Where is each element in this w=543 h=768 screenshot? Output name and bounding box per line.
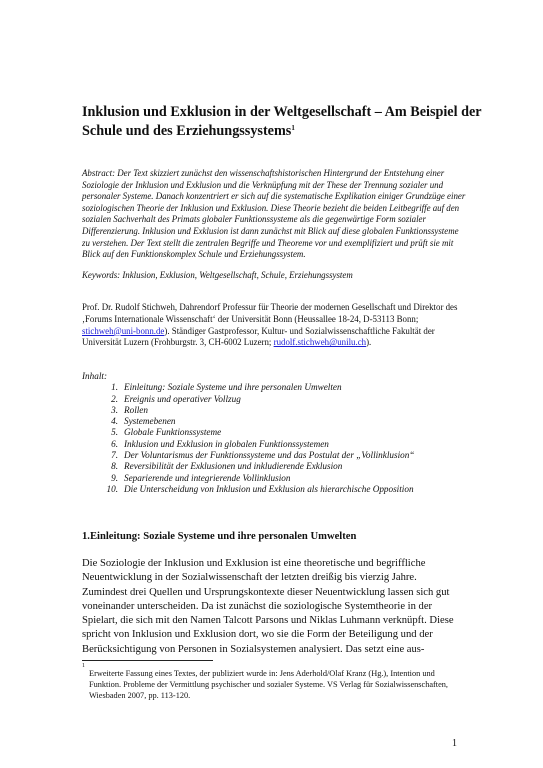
toc-item bbox=[100, 427, 482, 438]
toc-item bbox=[100, 461, 482, 472]
toc-item-number: 9. bbox=[111, 472, 118, 483]
toc-item-number: 6. bbox=[111, 438, 118, 449]
toc-item-number: 4. bbox=[111, 416, 118, 427]
toc-item-text: Inklusion und Exklusion in globalen Funktionssystemen bbox=[124, 438, 329, 449]
toc-item-text: Die Unterscheidung von Inklusion und Exklusion als hierarchische Opposition bbox=[124, 483, 414, 494]
toc-item bbox=[100, 394, 482, 405]
toc-item-text: Separierende und integrierende Vollinklusion bbox=[124, 472, 291, 483]
toc-item-number: 3. bbox=[111, 404, 118, 415]
toc-item-text: Einleitung: Soziale Systeme und ihre personalen Umwelten bbox=[124, 382, 342, 393]
toc-item-number: 5. bbox=[111, 427, 118, 438]
abstract-text: Abstract: Der Text skizziert zunächst den wissenschaftshistorischen Hintergrund der Entstehung einer Soziologie der Inklusion und Exklusion und die Verknüpfung mit der These der Trennung sozialer und personaler Systeme. Danach konzentriert er sich auf die systematische Explikation einiger Grundzüge einer soziologischen Theorie der Inklusion und Exklusion. Diese Theorie bezieht die beiden Leitbegriffe auf den sozialen Sachverhalt des Primats globaler Funktionssysteme als die gegenwärtige Form sozialer Differenzierung. Inklusion und Exklusion ist dann zunächst mit Blick auf diese globalen Funktionssysteme zu verstehen. Der Text stellt die zentralen Begriffe und Theoreme vor und exemplifiziert und prüft sie mit Blick auf den Funktionskomplex Schule und Erziehungssystem. bbox=[82, 168, 466, 260]
footnote-divider bbox=[82, 660, 213, 661]
toc-item-number: 8. bbox=[111, 461, 118, 472]
author-text-3: ). bbox=[366, 337, 372, 348]
toc-item bbox=[100, 484, 482, 495]
toc-item bbox=[100, 450, 482, 461]
title-footnote-mark: 1 bbox=[291, 124, 295, 132]
toc-item-text: Globale Funktionssysteme bbox=[124, 427, 222, 438]
toc-item bbox=[100, 439, 482, 450]
toc-item-text: Reversibilität der Exklusionen und inkludierende Exklusion bbox=[124, 461, 343, 472]
author-info bbox=[82, 302, 472, 349]
toc-item-number: 1. bbox=[111, 382, 118, 393]
toc-item-text: Systemebenen bbox=[124, 416, 176, 427]
author-text-2: ). Ständiger Gastprofessor, Kultur- und Sozialwissenschaftliche Fakultät der Universität Luzern (Frohburgstr. 3, CH-6002 Luzern; bbox=[82, 325, 435, 348]
toc-item-text: Der Voluntarismus der Funktionssysteme und das Postulat der „Vollinklusion“ bbox=[124, 450, 415, 461]
toc-item bbox=[100, 473, 482, 484]
footnote-text: Erweiterte Fassung eines Textes, der publiziert wurde in: Jens Aderhold/Olaf Kranz (Hg.), Intention und Funktion. Probleme der Vermittlung psychischer und sozialer Systeme. VS Verlag für Sozialwissenschaften, Wiesbaden 2007, pp. 113-120. bbox=[89, 669, 449, 700]
email-link-bonn[interactable]: stichweh@uni-bonn.de bbox=[82, 325, 165, 336]
toc-list bbox=[82, 382, 482, 495]
abstract-block bbox=[82, 168, 466, 281]
footnote bbox=[82, 663, 464, 701]
toc-item-number: 10. bbox=[106, 483, 118, 494]
page-number: 1 bbox=[452, 738, 457, 749]
toc-item bbox=[100, 416, 482, 427]
toc-item bbox=[100, 382, 482, 393]
body-paragraph: Die Soziologie der Inklusion und Exklusion ist eine theoretische und begriffliche Neuentwicklung in der Sozialwissenschaft der letzten dreißig bis vierzig Jahre. Zumindest drei Quellen und Ursprungskontexte dieser Neuentwicklung lassen sich gut voneinander unterscheiden. Da ist zunächst die soziologische Systemtheorie in der Spielart, die sich mit den Namen Talcott Parsons und Niklas Luhmann verknüpft. Diese spricht von Inklusion und Exklusion dort, wo sie die Form der Beteiligung und der Berücksichtigung von Personen in Sozialsystemen analysiert. Das setzt eine aus- bbox=[82, 558, 454, 655]
keywords-line: Keywords: Inklusion, Exklusion, Weltgesellschaft, Schule, Erziehungssystem bbox=[82, 269, 353, 280]
toc-item-number: 7. bbox=[111, 450, 118, 461]
toc-item-number: 2. bbox=[111, 393, 118, 404]
toc-label: Inhalt: bbox=[82, 371, 108, 381]
email-link-luzern[interactable]: rudolf.stichweh@unilu.ch bbox=[273, 337, 367, 348]
toc-item-text: Rollen bbox=[124, 404, 148, 415]
table-of-contents bbox=[82, 371, 482, 495]
paper-title bbox=[82, 103, 482, 141]
author-text-1: Prof. Dr. Rudolf Stichweh, Dahrendorf Professur für Theorie der modernen Gesellschaft und Direktor des ‚Forums Internationale Wissenschaft‘ der Universität Bonn (Heussallee 18-24, D-53113 Bonn; bbox=[82, 302, 458, 324]
footnote-mark: 1 bbox=[82, 663, 85, 669]
paper-title-text: Inklusion und Exklusion in der Weltgesellschaft – Am Beispiel der Schule und des Erziehungssystems bbox=[82, 104, 482, 139]
toc-item-text: Ereignis und operativer Vollzug bbox=[124, 393, 241, 404]
toc-item bbox=[100, 405, 482, 416]
section-heading: 1.Einleitung: Soziale Systeme und ihre personalen Umwelten bbox=[82, 531, 357, 542]
